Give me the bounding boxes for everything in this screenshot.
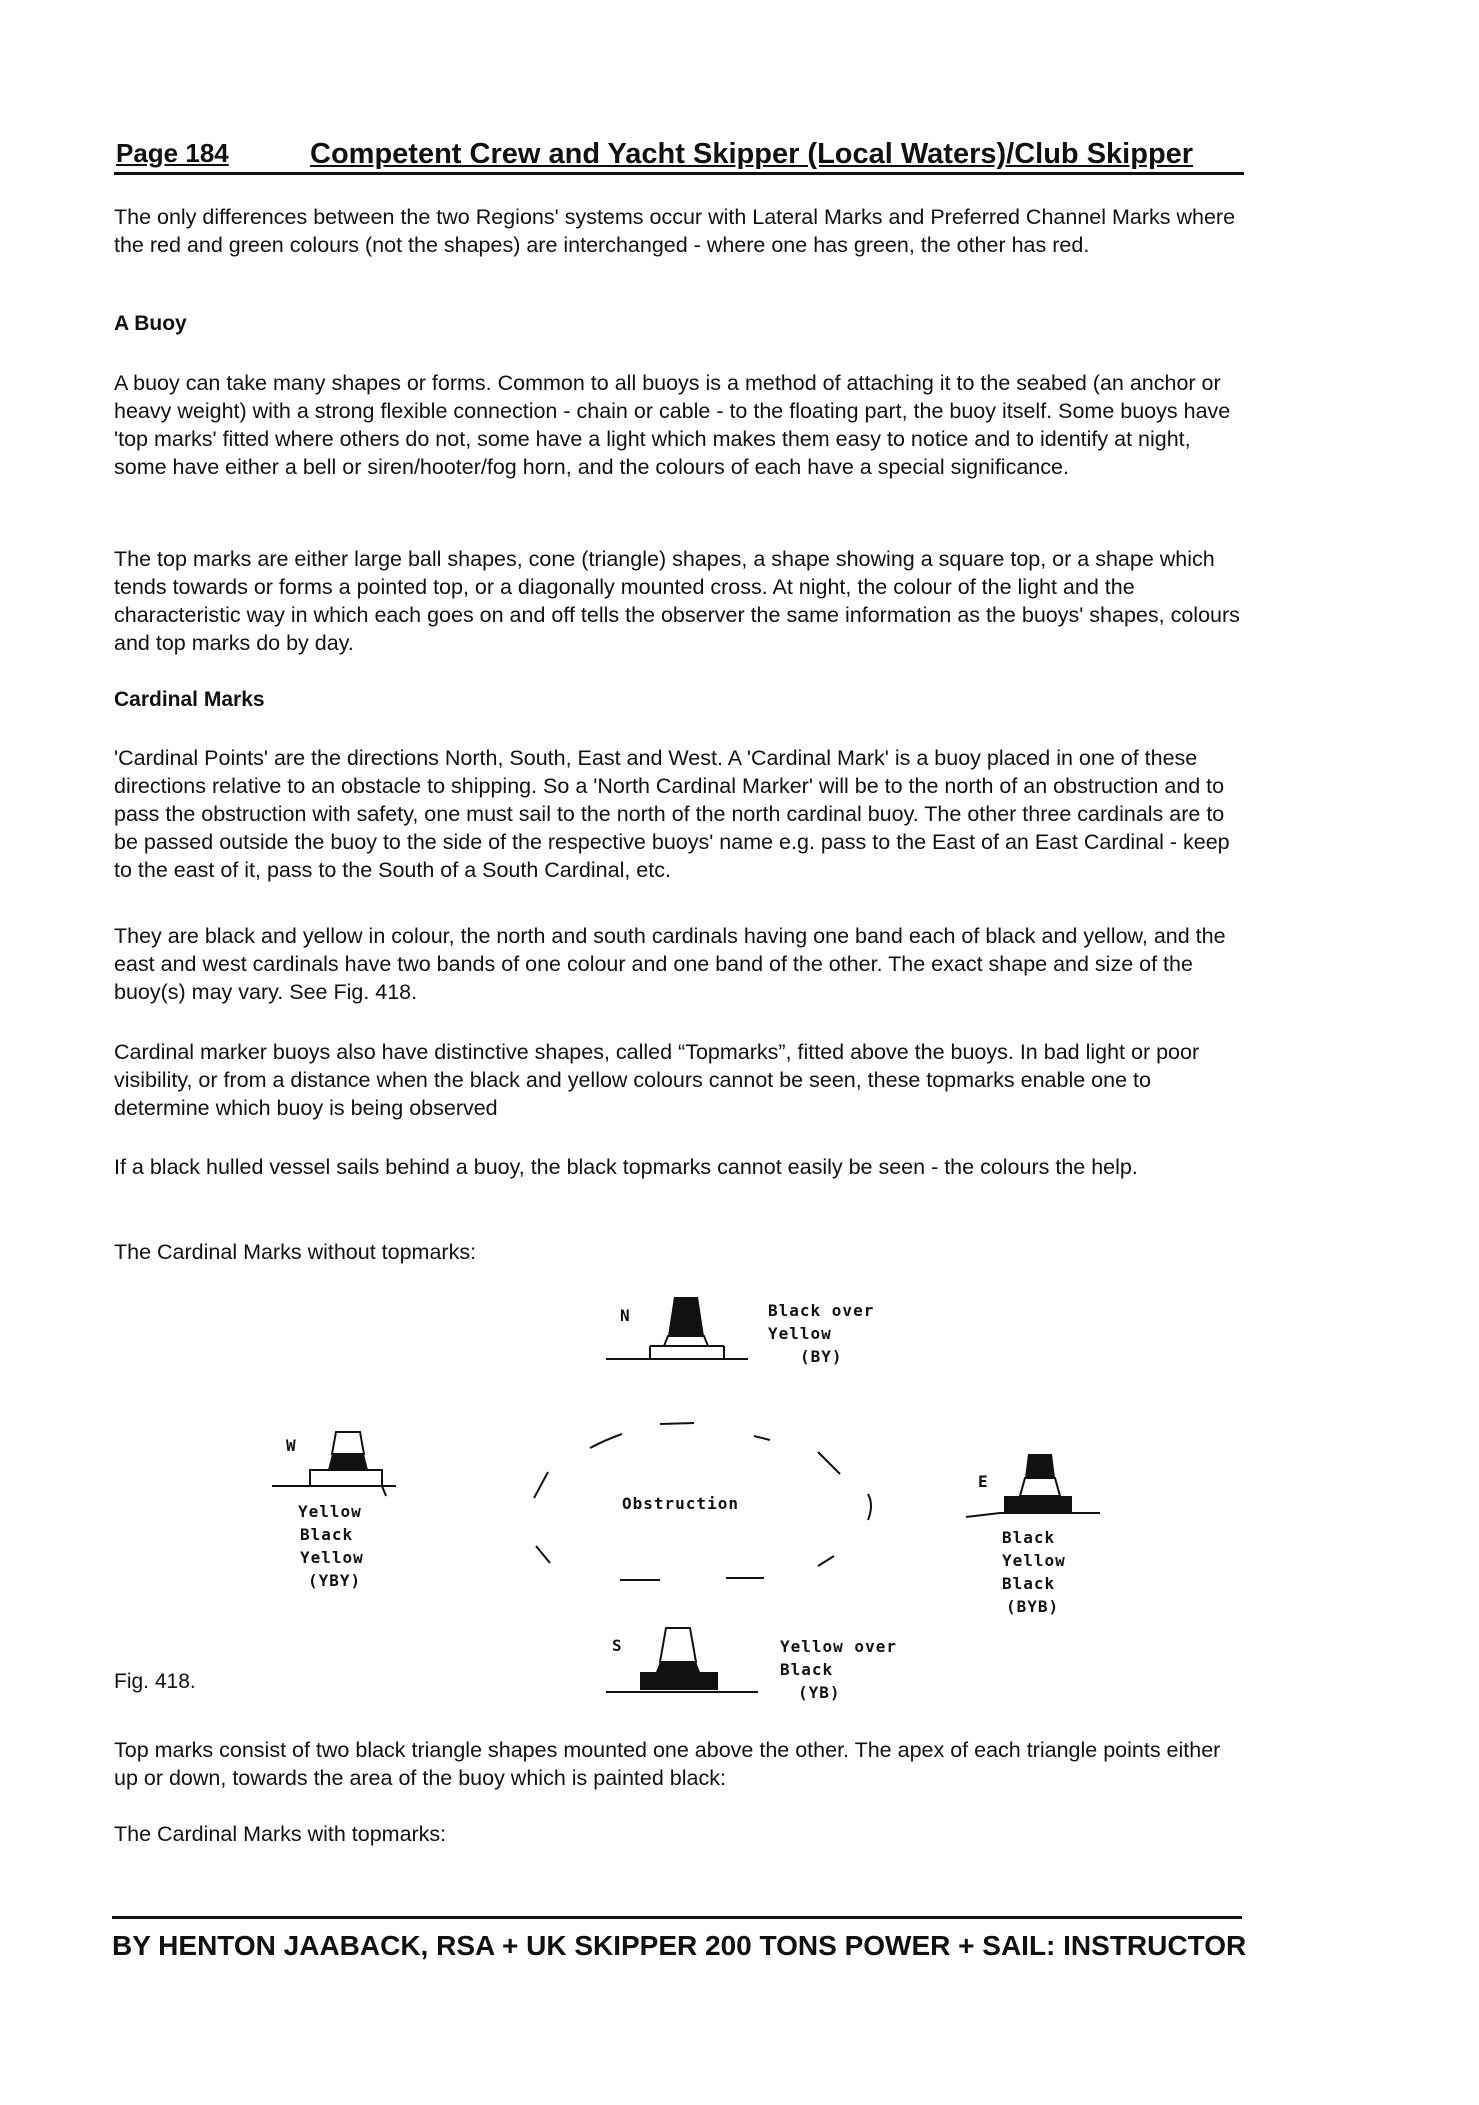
south-label-line2: Black (780, 1660, 834, 1679)
footer-credit: BY HENTON JAABACK, RSA + UK SKIPPER 200 TONS POWER + SAIL: INSTRUCTOR (112, 1930, 1247, 1961)
west-buoy (272, 1432, 396, 1590)
paragraph-top-marks: The top marks are either large ball shapes, cone (triangle) shapes, a shape showing a square top, or a shape which tends towards or forms a pointed top, or a diagonally mounted cross. At night, the colour of the light and the characteristic way in which each goes on and off tells the observer the same information as the buoys' shapes, colours and top marks do by day. (114, 547, 1240, 655)
east-letter: E (978, 1472, 989, 1491)
book-title: Competent Crew and Yacht Skipper (Local Waters)/Club Skipper (310, 138, 1194, 170)
south-buoy (606, 1628, 897, 1702)
paragraph-colours: They are black and yellow in colour, the north and south cardinals having one band each of black and yellow, and the east and west cardinals have two bands of one colour and one band of the other. The exact shape and size of the buoy(s) may vary. See Fig. 418. (114, 924, 1226, 1004)
south-letter: S (612, 1636, 623, 1655)
east-label-line3: Black (1002, 1574, 1056, 1593)
paragraph-without-topmarks: The Cardinal Marks without topmarks: (114, 1240, 477, 1264)
east-buoy (966, 1454, 1100, 1616)
paragraph-topmarks: Cardinal marker buoys also have distinctive shapes, called “Topmarks”, fitted above the buoys. In bad light or poor visibility, or from a distance when the black and yellow colours cannot be seen, these topmarks enable one to determine which buoy is being observed (114, 1040, 1200, 1120)
west-label-line3: Yellow (300, 1548, 364, 1567)
paragraph-top-marks-shape: Top marks consist of two black triangle shapes mounted one above the other. The apex of each triangle points either up or down, towards the area of the buoy which is painted black: (114, 1738, 1221, 1790)
west-label-code: (YBY) (308, 1571, 362, 1590)
footer-rule (112, 1916, 1242, 1919)
paragraph-buoy: A buoy can take many shapes or forms. Common to all buoys is a method of attaching it to the seabed (an anchor or heavy weight) with a strong flexible connection - chain or cable - to the floating part, the buoy itself. Some buoys have 'top marks' fitted where others do not, some have a light which makes them easy to notice and to identify at night, some have either a bell or siren/hooter/fog horn, and the colours of each have a special significance. (114, 371, 1231, 479)
figure-label: Fig. 418. (114, 1670, 196, 1693)
west-label-line1: Yellow (298, 1502, 362, 1521)
paragraph-regions: The only differences between the two Regions' systems occur with Lateral Marks and Preferred Channel Marks where the red and green colours (not the shapes) are interchanged - where one has green, the other has red. (114, 205, 1236, 257)
south-label-code: (YB) (798, 1683, 841, 1702)
north-label-code: (BY) (800, 1347, 843, 1366)
east-label-line2: Yellow (1002, 1551, 1066, 1570)
paragraph-black-hull: If a black hulled vessel sails behind a buoy, the black topmarks cannot easily be seen - the colours the help. (114, 1155, 1138, 1179)
east-label-line1: Black (1002, 1528, 1056, 1547)
west-letter: W (286, 1436, 297, 1455)
north-buoy (606, 1297, 874, 1366)
north-letter: N (620, 1306, 631, 1325)
east-label-code: (BYB) (1006, 1597, 1060, 1616)
page-number: Page 184 (116, 138, 229, 168)
north-label-line1: Black over (768, 1301, 875, 1320)
heading-cardinal-marks: Cardinal Marks (114, 688, 265, 711)
north-label-line2: Yellow (768, 1324, 832, 1343)
paragraph-with-topmarks: The Cardinal Marks with topmarks: (114, 1822, 447, 1846)
heading-a-buoy: A Buoy (114, 312, 187, 335)
south-label-line1: Yellow over (780, 1637, 897, 1656)
obstruction-label: Obstruction (622, 1494, 739, 1513)
west-label-line2: Black (300, 1525, 354, 1544)
paragraph-cardinal-points: 'Cardinal Points' are the directions North, South, East and West. A 'Cardinal Mark' is a buoy placed in one of these directions relative to an obstacle to shipping. So a 'North Cardinal Marker' will be to the north of an obstruction and to pass the obstruction with safety, one must sail to the north of the north cardinal buoy. The other three cardinals are to be passed outside the buoy to the side of the respective buoys' name e.g. pass to the East of an East Cardinal - keep to the east of it, pass to the South of a South Cardinal, etc. (114, 746, 1230, 882)
